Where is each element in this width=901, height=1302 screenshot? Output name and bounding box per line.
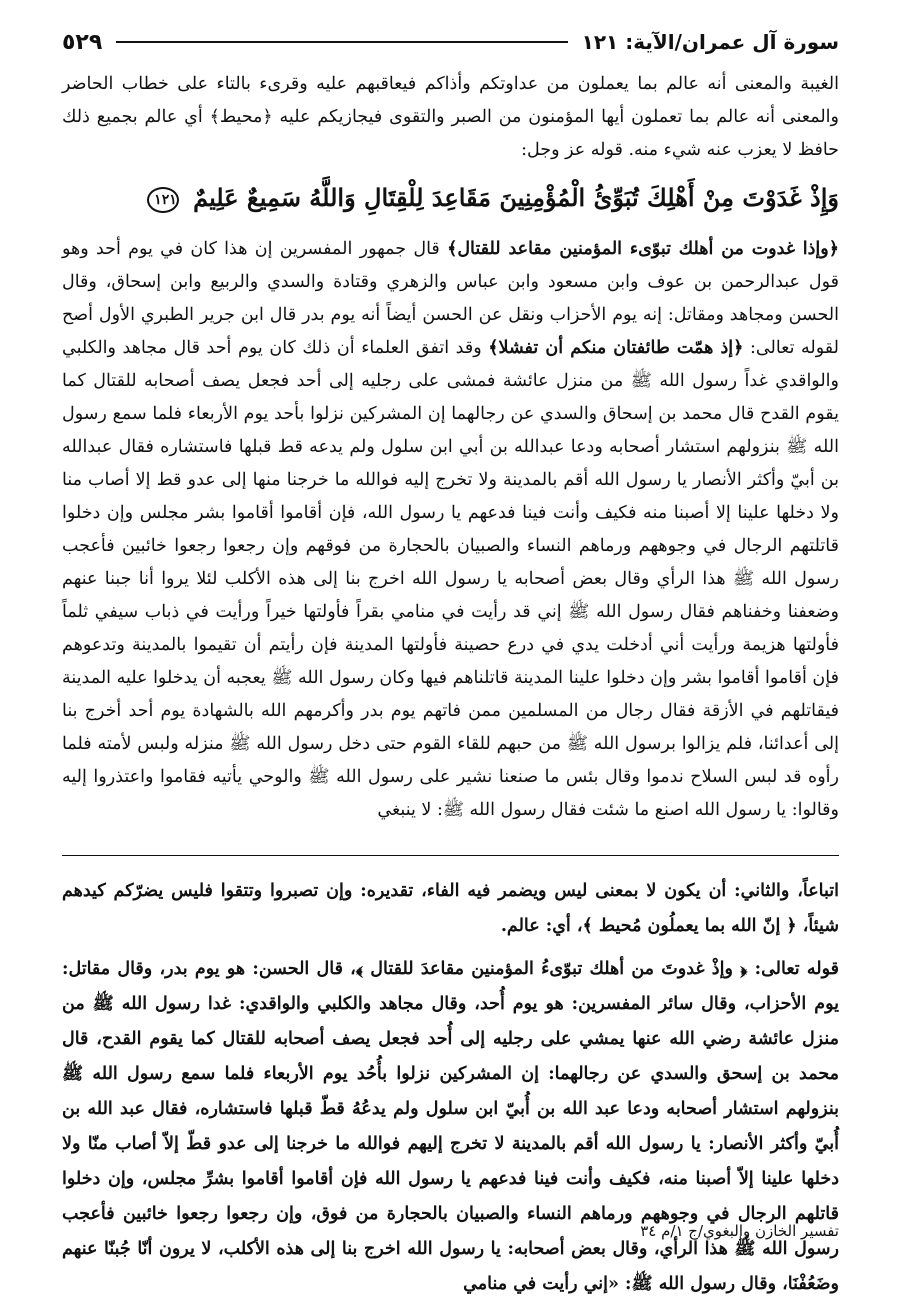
header-rule [116,41,567,43]
commentary-text: قال جمهور المفسرين إن هذا كان في يوم أحد وهو قول عبدالرحمن بن عوف وابن مسعود وابن عباس والزهري وقتادة والسدي والربيع وابن إسحاق، وقال الحسن ومجاهد ومقاتل: إنه يوم الأحزاب ونقل عن الحسن أيضاً أنه يوم بدر قال ابن جرير الطبري الأول أصح لقوله تعالى: [62,239,839,358]
footnote-text: اتباعاً، والثاني: أن يكون لا بمعنى ليس ويضمر فيه الفاء، تقديره: وإن تصبروا وتتقوا فليس يضرّكم كيدهم شيئاً، [62,881,839,936]
paragraph: الغيبة والمعنى أنه عالم بما يعملون من عداوتكم وأذاكم فيعاقبهم عليه وقرىء بالتاء على خطاب الحاضر والمعنى أنه عالم بما تعملون أيها المؤمنون من الصبر والتقوى فيجازيكم عليه ﴿محيط﴾ أي عالم بجميع ذلك حافظ لا يعزب عنه شيء منه. قوله عز وجل: [62,74,839,160]
verse-quote: ﴿ إنّ الله بما يعملُون مُحيط ﴾ [582,916,797,936]
footnote-text: قوله تعالى: [747,959,839,979]
running-header [62,22,839,62]
commentary-text: وقد اتفق العلماء أن ذلك كان يوم أحد قال مجاهد والكلبي والواقدي غداً رسول الله ﷺ من منزل عائشة فمشى على رجليه إلى أحد فجعل يصف أصحابه للقتال كما يقوم القدح قال محمد بن إسحاق والسدي عن رجالهما إن المشركين نزلوا بأحد يوم الأربعاء فلما سمع رسول الله ﷺ بنزولهم استشار أصحابه ودعا عبدالله بن أبي ابن سلول ولم يدعه قط قبلها فاستشاره فقال عبدالله بن أبيّ وأكثر الأنصار يا رسول الله أقم بالمدينة ولا تخرج إليه فوالله ما خرجنا منها إلى عدو قط إلا أصاب منا ولا دخلها علينا إلا أصبنا منه فكيف وأنت فينا فدعهم يا رسول الله، فإن أقاموا أقاموا بشر مجلس وإن دخلوا قاتلتهم الرجال في وجوههم ورماهم النساء والصبيان بالحجارة من فوقهم وإن رجعوا رجعوا خائبين فأعجب رسول الله ﷺ هذا الرأي وقال بعض أصحابه يا رسول الله اخرج بنا إلى هذه الأكلب لئلا يروا أنا جبنا عنهم وضعفنا وخفناهم فقال رسول الله ﷺ إني قد رأيت في منامي بقراً فأولتها خيراً ورأيت في ذباب سيفي ثلماً فأولتها هزيمة ورأيت أني أدخلت يدي في درع حصينة فأولتها المدينة فإن رأيتم أن تقيموا بالمدينة وتدعوهم فإن أقاموا أقاموا بشر وإن دخلوا علينا المدينة قاتلناهم فيها وكان رسول الله ﷺ يعجبه أن يدخلوا عليه المدينة فيقاتلهم في الأزقة فقال رجال من المسلمين ممن فاتهم يوم بدر وأكرمهم الله بالشهادة يوم أحد أخرج بنا إلى أعدائنا، فلم يزالوا برسول الله ﷺ من حبهم للقاء القوم حتى دخل رسول الله ﷺ منزله ولبس لأمته فلما رأوه قد لبس السلاح ندموا وقال بئس ما صنعنا نشير على رسول الله ﷺ والوحي يأتيه فقاموا واعتذروا إليه وقالوا: يا رسول الله اصنع ما شئت فقال رسول الله ﷺ: لا ينبغي [62,338,839,820]
verse-quote: ﴿إذ همّت طائفتان منكم أن تفشلا﴾ [488,338,744,358]
quran-verse [62,169,839,227]
footnote-paragraph [62,874,839,944]
footnote-paragraph [62,952,839,1302]
paragraph [62,233,839,827]
footnote-divider [62,855,839,856]
verse-quote: ﴿وإذا غدوت من أهلك تبوّىء المؤمنين مقاعد للقتال﴾ [447,239,839,259]
footnote-text: ، أي: عالم. [500,916,583,936]
footnote-text: ، قال الحسن: هو يوم بدر، وقال مقاتل: يوم الأحزاب، وقال سائر المفسرين: هو يوم أُحد، وقال مجاهد والكلبي والواقدي: غدا رسول الله ﷺ من منزل عائشة رضي الله عنها يمشي على رجليه إلى أُحد فجعل يصف أصحابه للقتال كما يقوم القدح، قال محمد بن إسحق والسدي عن رجالهما: إن المشركين نزلوا بأُحُد يوم الأربعاء فلما سمع رسول الله ﷺ بنزولهم استشار أصحابه ودعا عبد الله بن أُبيّ ابن سلول ولم يدعُهُ قطّ قبلها فاستشاره، فقال عبد الله بن أُبيّ وأكثر الأنصار: يا رسول الله أقم بالمدينة لا تخرج إليهم فوالله ما خرجنا إلى عدو قطّ إلاّ أصاب منّا ولا دخلها علينا إلاّ أصبنا منه، فكيف وأنت فينا فدعهم يا رسول الله فإن أقاموا أقاموا بشرِّ مجلس، وإن دخلوا قاتلهم الرجال في وجوههم ورماهم النساء والصبيان بالحجارة من فوق، وإن رجعوا رجعوا خائبين فأعجب رسول الله ﷺ هذا الرأي، وقال بعض أصحابه: يا رسول الله اخرج بنا إلى هذه الأكلب، لا يرون أنّا جُبنّا عنهم وضَعُفْنَا، وقال رسول الله ﷺ: «إني رأيت في منامي [62,959,839,1294]
verse-number-marker: ١٢١ [147,187,179,213]
verse-text: وَإِذْ غَدَوْتَ مِنْ أَهْلِكَ تُبَوِّئُ الْمُؤْمِنِينَ مَقَاعِدَ لِلْقِتَالِ وَاللَّهُ سَمِيعٌ عَلِيمٌ [193,183,839,212]
main-commentary [62,68,839,827]
surah-verse-title: سورة آل عمران/الآية: ١٢١ [581,30,839,54]
verse-quote: ﴿ وإذْ غدوتَ من أهلك تبوّىءُ المؤمنين مقاعدَ للقتال ﴾ [355,959,748,979]
page-number: ٥٢٩ [62,29,103,55]
printer-signature: تفسير الخازن والبغوي/ج ١/م ٣٤ [640,1222,839,1240]
